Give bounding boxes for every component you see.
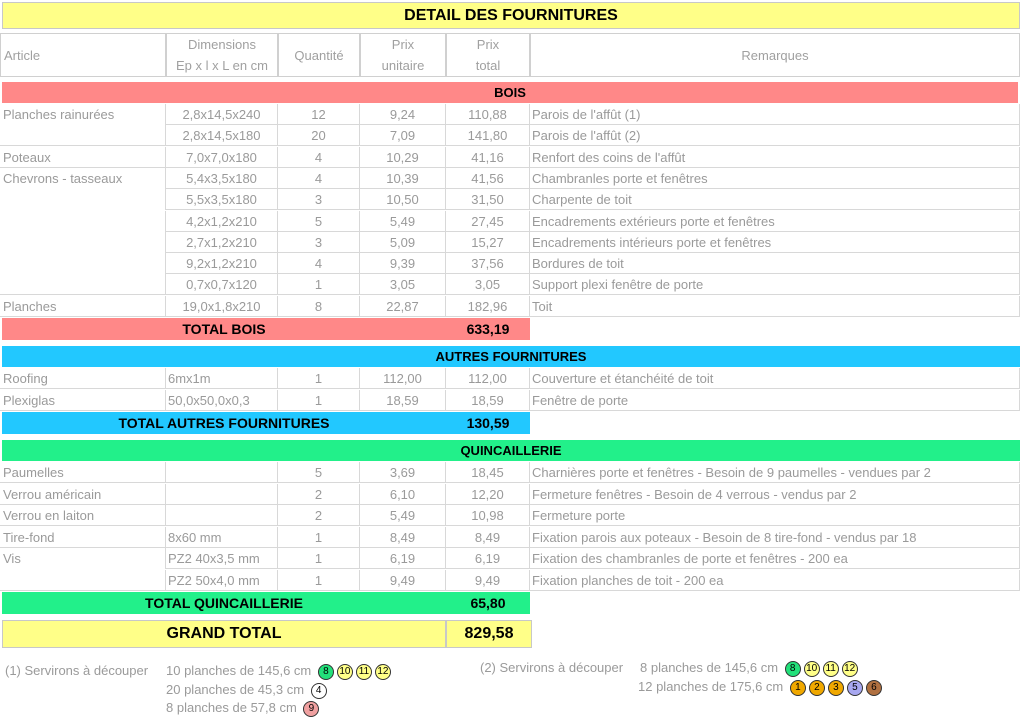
bois-cell-prix-total: 41,16: [446, 147, 530, 168]
bois-cell-dimensions: 4,2x1,2x210: [166, 211, 278, 232]
bois-row: [0, 274, 1024, 295]
piece-number-badge: 8: [785, 661, 801, 677]
quinc-row: [0, 462, 1024, 483]
note1-line1: [166, 663, 391, 680]
bois-cell-quantite: 3: [278, 232, 360, 253]
bois-row: [0, 104, 1024, 125]
piece-number-badge: 11: [356, 664, 372, 680]
bois-cell-prix-unitaire: 9,24: [360, 104, 446, 125]
note1-line1-text: 10 planches de 145,6 cm: [166, 663, 312, 678]
bois-cell-quantite: 4: [278, 253, 360, 274]
piece-number-badge: 11: [823, 661, 839, 677]
bois-cell-remarque: Parois de l'affût (2): [530, 125, 1020, 146]
autres-cell-prix-total: 112,00: [446, 368, 530, 389]
bois-row: [0, 232, 1024, 253]
piece-number-badge: 10: [804, 661, 820, 677]
quinc-cell-quantite: 1: [278, 527, 360, 548]
bois-cell-prix-total: 3,05: [446, 274, 530, 295]
page-title: DETAIL DES FOURNITURES: [2, 2, 1020, 29]
grand-total-label: GRAND TOTAL: [2, 620, 446, 648]
quinc-row: [0, 484, 1024, 505]
header-prix-unitaire: [360, 33, 446, 77]
piece-number-badge: 12: [375, 664, 391, 680]
autres-cell-article: Plexiglas: [0, 390, 166, 411]
bois-cell-prix-total: 31,50: [446, 189, 530, 210]
quinc-cell-prix-unitaire: 8,49: [360, 527, 446, 548]
quinc-cell-remarque: Charnières porte et fenêtres - Besoin de 9 paumelles - vendues par 2: [530, 462, 1020, 483]
bois-cell-prix-unitaire: 10,39: [360, 168, 446, 189]
bois-cell-quantite: 4: [278, 168, 360, 189]
bois-cell-remarque: Parois de l'affût (1): [530, 104, 1020, 125]
bois-cell-dimensions: 2,8x14,5x180: [166, 125, 278, 146]
header-pu-line1: Prix: [391, 37, 415, 52]
quinc-cell-prix-unitaire: 5,49: [360, 505, 446, 526]
note1-line3-text: 8 planches de 57,8 cm: [166, 700, 297, 715]
quinc-cell-quantite: 2: [278, 505, 360, 526]
quinc-row: [0, 570, 1024, 591]
bois-cell-prix-unitaire: 10,29: [360, 147, 446, 168]
bois-cell-article: Chevrons - tasseaux: [0, 168, 166, 189]
note1-line2-badges: [308, 682, 327, 697]
note2-line1: [640, 660, 858, 677]
bois-cell-remarque: Chambranles porte et fenêtres: [530, 168, 1020, 189]
bois-cell-prix-unitaire: 7,09: [360, 125, 446, 146]
quinc-cell-prix-total: 6,19: [446, 548, 530, 569]
header-remarques: Remarques: [530, 33, 1020, 77]
bois-cell-dimensions: 2,7x1,2x210: [166, 232, 278, 253]
header-quantite: Quantité: [278, 33, 360, 77]
bois-row: [0, 125, 1024, 146]
bois-cell-dimensions: 19,0x1,8x210: [166, 296, 278, 317]
quinc-cell-quantite: 1: [278, 548, 360, 569]
header-pu-line2: unitaire: [381, 58, 425, 73]
bois-cell-article: [0, 253, 166, 274]
quinc-row: [0, 548, 1024, 569]
quinc-cell-article: Vis: [0, 548, 166, 569]
quinc-cell-dimensions: [166, 505, 278, 526]
bois-cell-article: [0, 125, 166, 146]
piece-number-badge: 2: [809, 680, 825, 696]
bois-cell-remarque: Encadrements intérieurs porte et fenêtres: [530, 232, 1020, 253]
quinc-cell-article: Tire-fond: [0, 527, 166, 548]
header-dim-line2: Ep x l x L en cm: [176, 58, 268, 73]
bois-cell-quantite: 12: [278, 104, 360, 125]
header-prix-total: [446, 33, 530, 77]
bois-cell-quantite: 3: [278, 189, 360, 210]
piece-number-badge: 9: [303, 701, 319, 717]
piece-number-badge: 12: [842, 661, 858, 677]
bois-row: [0, 211, 1024, 232]
bois-cell-article: [0, 232, 166, 253]
bois-cell-prix-unitaire: 3,05: [360, 274, 446, 295]
bois-cell-article: [0, 189, 166, 210]
section-quincaillerie-band: QUINCAILLERIE: [2, 440, 1020, 461]
header-dim-line1: Dimensions: [188, 37, 256, 52]
quinc-cell-article: Verrou en laiton: [0, 505, 166, 526]
quinc-cell-remarque: Fixation des chambranles de porte et fenêtres - 200 ea: [530, 548, 1020, 569]
total-bois-value: 633,19: [446, 318, 530, 340]
grand-total-value: 829,58: [446, 620, 532, 648]
bois-cell-dimensions: 9,2x1,2x210: [166, 253, 278, 274]
bois-row: [0, 168, 1024, 189]
bois-cell-dimensions: 2,8x14,5x240: [166, 104, 278, 125]
piece-number-badge: 8: [318, 664, 334, 680]
bois-cell-prix-total: 27,45: [446, 211, 530, 232]
piece-number-badge: 4: [311, 683, 327, 699]
bois-cell-prix-unitaire: 9,39: [360, 253, 446, 274]
autres-cell-prix-unitaire: 18,59: [360, 390, 446, 411]
note1-label: (1) Servirons à découper: [5, 663, 149, 678]
note1-line2: [166, 682, 327, 699]
bois-cell-remarque: Toit: [530, 296, 1020, 317]
note2-line1-text: 8 planches de 145,6 cm: [640, 660, 779, 675]
quinc-cell-prix-total: 18,45: [446, 462, 530, 483]
section-autres-band: AUTRES FOURNITURES: [2, 346, 1020, 367]
piece-number-badge: 5: [847, 680, 863, 696]
quinc-row: [0, 527, 1024, 548]
bois-cell-quantite: 1: [278, 274, 360, 295]
autres-cell-dimensions: 50,0x50,0x0,3: [166, 390, 278, 411]
piece-number-badge: 1: [790, 680, 806, 696]
note1-line3: [166, 700, 319, 717]
bois-cell-remarque: Encadrements extérieurs porte et fenêtres: [530, 211, 1020, 232]
autres-cell-remarque: Fenêtre de porte: [530, 390, 1020, 411]
bois-cell-prix-unitaire: 22,87: [360, 296, 446, 317]
header-pt-line1: Prix: [476, 37, 500, 52]
quinc-cell-remarque: Fermeture porte: [530, 505, 1020, 526]
bois-row: [0, 189, 1024, 210]
header-dimensions: [166, 33, 278, 77]
bois-cell-remarque: Charpente de toit: [530, 189, 1020, 210]
bois-cell-quantite: 20: [278, 125, 360, 146]
autres-cell-quantite: 1: [278, 390, 360, 411]
bois-cell-prix-total: 15,27: [446, 232, 530, 253]
bois-cell-article: Planches rainurées: [0, 104, 166, 125]
bois-cell-article: [0, 274, 166, 295]
note2-line1-badges: [782, 660, 858, 675]
bois-cell-dimensions: 0,7x0,7x120: [166, 274, 278, 295]
bois-cell-prix-unitaire: 5,09: [360, 232, 446, 253]
quinc-cell-prix-unitaire: 6,19: [360, 548, 446, 569]
quinc-cell-quantite: 1: [278, 570, 360, 591]
bois-cell-dimensions: 5,4x3,5x180: [166, 168, 278, 189]
quinc-cell-prix-unitaire: 3,69: [360, 462, 446, 483]
bois-row: [0, 147, 1024, 168]
quinc-cell-remarque: Fermeture fenêtres - Besoin de 4 verrous - vendus par 2: [530, 484, 1020, 505]
section-bois-band: BOIS: [2, 82, 1018, 103]
autres-cell-dimensions: 6mx1m: [166, 368, 278, 389]
quinc-cell-article: Verrou américain: [0, 484, 166, 505]
quinc-cell-dimensions: PZ2 50x4,0 mm: [166, 570, 278, 591]
quinc-cell-prix-total: 12,20: [446, 484, 530, 505]
bois-cell-quantite: 5: [278, 211, 360, 232]
quinc-cell-dimensions: [166, 484, 278, 505]
bois-cell-prix-unitaire: 10,50: [360, 189, 446, 210]
header-pt-line2: total: [475, 58, 501, 73]
bois-cell-remarque: Bordures de toit: [530, 253, 1020, 274]
note1-line2-text: 20 planches de 45,3 cm: [166, 682, 305, 697]
bois-cell-dimensions: 5,5x3,5x180: [166, 189, 278, 210]
quinc-cell-dimensions: PZ2 40x3,5 mm: [166, 548, 278, 569]
autres-cell-prix-unitaire: 112,00: [360, 368, 446, 389]
autres-row: [0, 368, 1024, 389]
note2-line2: [638, 679, 882, 696]
total-bois-label: TOTAL BOIS: [2, 318, 446, 340]
quinc-cell-quantite: 5: [278, 462, 360, 483]
quinc-row: [0, 505, 1024, 526]
quinc-cell-article: Paumelles: [0, 462, 166, 483]
autres-row: [0, 390, 1024, 411]
bois-cell-prix-total: 141,80: [446, 125, 530, 146]
bois-cell-dimensions: 7,0x7,0x180: [166, 147, 278, 168]
total-autres-label: TOTAL AUTRES FOURNITURES: [2, 412, 446, 434]
note2-label: (2) Servirons à découper: [480, 660, 624, 675]
piece-number-badge: 3: [828, 680, 844, 696]
piece-number-badge: 10: [337, 664, 353, 680]
quinc-cell-quantite: 2: [278, 484, 360, 505]
quinc-cell-prix-total: 9,49: [446, 570, 530, 591]
note1-line1-badges: [315, 663, 391, 678]
bois-row: [0, 253, 1024, 274]
autres-cell-prix-total: 18,59: [446, 390, 530, 411]
bois-cell-prix-total: 41,56: [446, 168, 530, 189]
bois-cell-prix-total: 110,88: [446, 104, 530, 125]
bois-cell-prix-total: 182,96: [446, 296, 530, 317]
quinc-cell-dimensions: 8x60 mm: [166, 527, 278, 548]
bois-cell-article: Planches: [0, 296, 166, 317]
bois-cell-remarque: Support plexi fenêtre de porte: [530, 274, 1020, 295]
header-article: Article: [0, 33, 166, 77]
autres-cell-quantite: 1: [278, 368, 360, 389]
quinc-cell-remarque: Fixation parois aux poteaux - Besoin de 8 tire-fond - vendus par 18: [530, 527, 1020, 548]
autres-cell-remarque: Couverture et étanchéité de toit: [530, 368, 1020, 389]
quinc-cell-dimensions: [166, 462, 278, 483]
quinc-cell-prix-unitaire: 9,49: [360, 570, 446, 591]
total-quinc-value: 65,80: [446, 592, 530, 614]
quinc-cell-remarque: Fixation planches de toit - 200 ea: [530, 570, 1020, 591]
bois-cell-article: [0, 211, 166, 232]
quinc-cell-prix-total: 8,49: [446, 527, 530, 548]
bois-cell-quantite: 4: [278, 147, 360, 168]
note1-line3-badges: [300, 700, 319, 715]
quinc-cell-prix-total: 10,98: [446, 505, 530, 526]
quinc-cell-article: [0, 570, 166, 591]
total-quinc-label: TOTAL QUINCAILLERIE: [2, 592, 446, 614]
note2-line2-text: 12 planches de 175,6 cm: [638, 679, 784, 694]
total-autres-value: 130,59: [446, 412, 530, 434]
bois-cell-prix-total: 37,56: [446, 253, 530, 274]
bois-cell-remarque: Renfort des coins de l'affût: [530, 147, 1020, 168]
quinc-cell-prix-unitaire: 6,10: [360, 484, 446, 505]
autres-cell-article: Roofing: [0, 368, 166, 389]
bois-cell-article: Poteaux: [0, 147, 166, 168]
note2-line2-badges: [787, 679, 882, 694]
bois-cell-quantite: 8: [278, 296, 360, 317]
bois-cell-prix-unitaire: 5,49: [360, 211, 446, 232]
bois-row: [0, 296, 1024, 317]
piece-number-badge: 6: [866, 680, 882, 696]
